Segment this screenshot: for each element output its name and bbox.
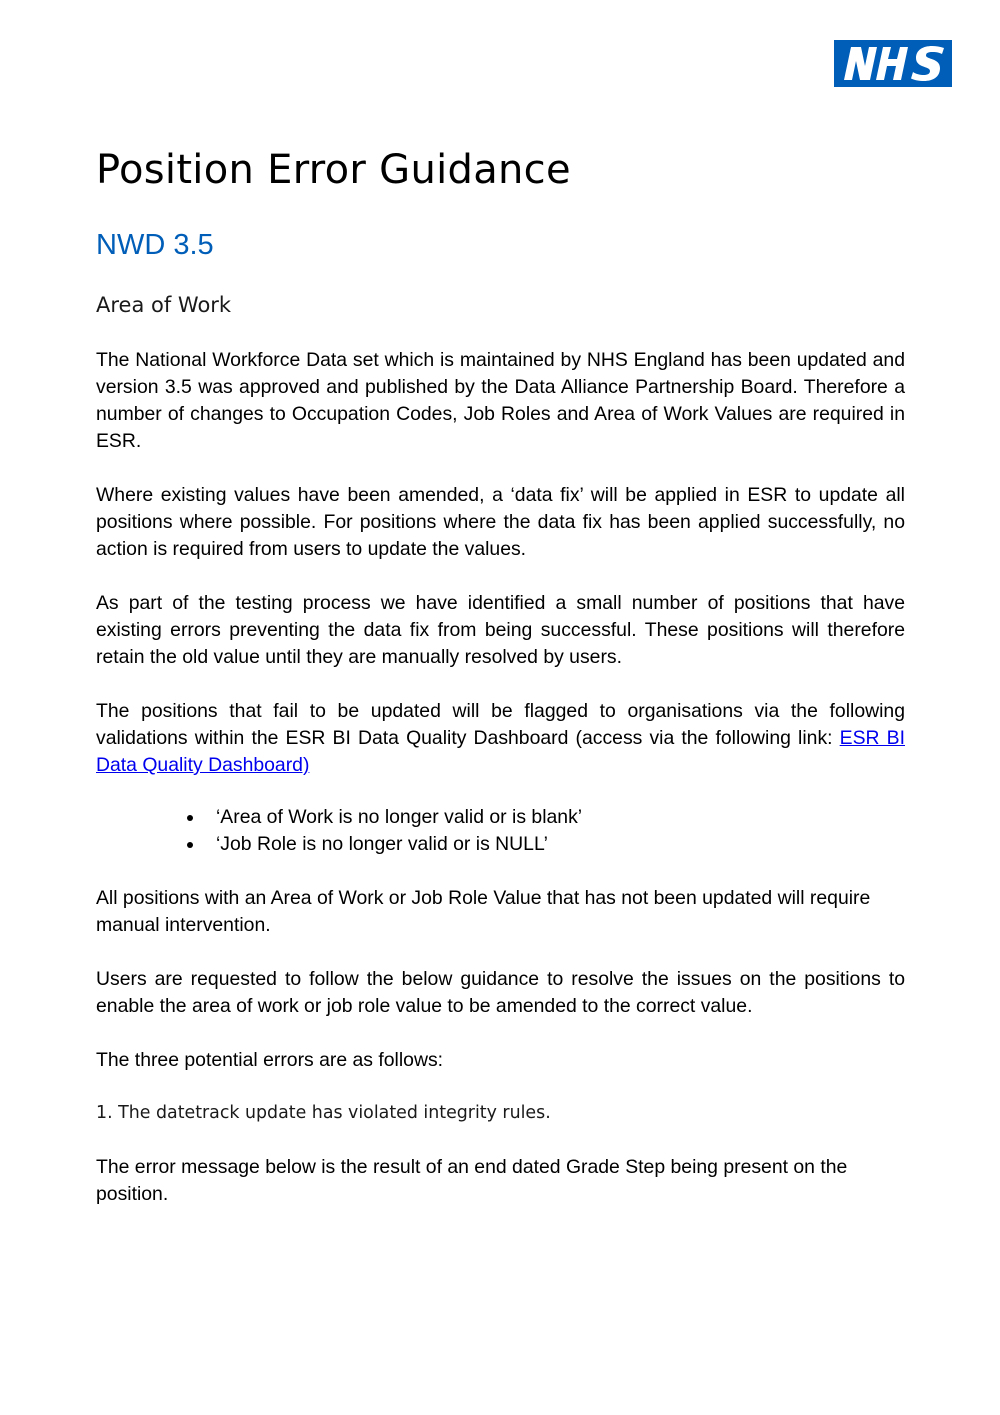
paragraph-validations-text: The positions that fail to be updated will be flagged to organisations via the following validations within the ESR BI Data Quality Dashboard (access via the following link: xyxy=(96,700,905,749)
nhs-logo xyxy=(834,40,952,87)
list-item xyxy=(96,804,905,831)
page-subtitle: NWD 3.5 xyxy=(96,229,214,261)
error-heading: 1. The datetrack update has violated integrity rules. xyxy=(96,1103,551,1123)
bullet-icon xyxy=(187,815,193,821)
paragraph-guidance: Users are requested to follow the below guidance to resolve the issues on the positions to enable the area of work or job role value to be amended to the correct value. xyxy=(96,968,905,1017)
list-item-text: ‘Job Role is no longer valid or is NULL’ xyxy=(216,833,548,855)
list-item xyxy=(96,831,905,858)
paragraph-errors-intro: The three potential errors are as follows: xyxy=(96,1049,444,1071)
validation-list xyxy=(96,804,905,858)
section-heading: Area of Work xyxy=(96,293,232,317)
page-title: Position Error Guidance xyxy=(96,147,571,193)
paragraph-manual-intervention: All positions with an Area of Work or Job Role Value that has not been updated will require manual intervention. xyxy=(96,887,871,936)
bullet-icon xyxy=(187,842,193,848)
paragraph-data-fix: Where existing values have been amended, a ‘data fix’ will be applied in ESR to update all positions where possible. For positions where the data fix has been applied successfully, no action is required from users to update the values. xyxy=(96,484,905,560)
paragraph-validations xyxy=(96,698,905,779)
dashboard-link[interactable]: ESR BI Data Quality Dashboard) xyxy=(96,727,905,776)
nhs-logo-icon xyxy=(834,40,952,87)
paragraph-error-description: The error message below is the result of an end dated Grade Step being present on the position. xyxy=(96,1156,848,1205)
list-item-text: ‘Area of Work is no longer valid or is blank’ xyxy=(216,806,583,828)
paragraph-intro: The National Workforce Data set which is maintained by NHS England has been updated and version 3.5 was approved and published by the Data Alliance Partnership Board. Therefore a number of changes to Occupation Codes, Job Roles and Area of Work Values are required in ESR. xyxy=(96,349,905,452)
paragraph-testing: As part of the testing process we have identified a small number of positions that have existing errors preventing the data fix from being successful. These positions will therefore retain the old value until they are manually resolved by users. xyxy=(96,592,905,668)
